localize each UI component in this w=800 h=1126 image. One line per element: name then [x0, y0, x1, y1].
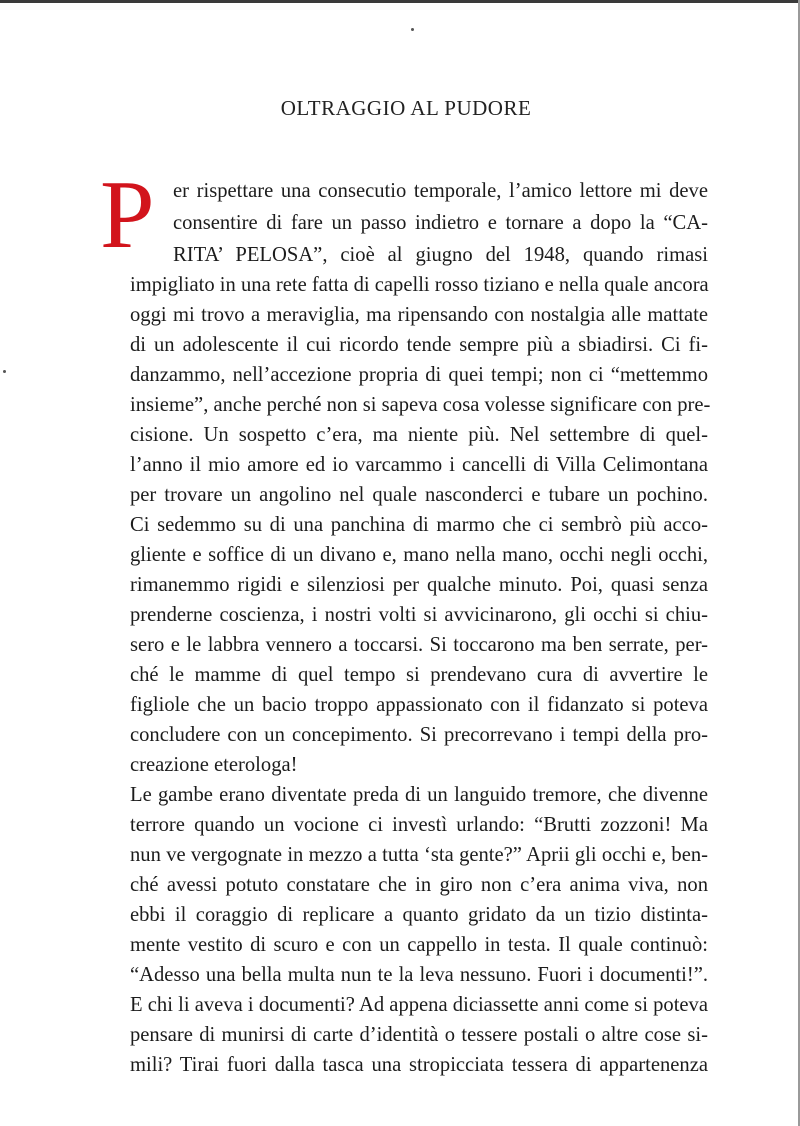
text-line: per trovare un angolino nel quale nasconderci e tubare un pochino. — [130, 484, 708, 506]
page-top-edge — [0, 0, 800, 3]
text-line: Le gambe erano diventate preda di un languido tremore, che divenne — [130, 784, 708, 806]
text-line: RITA’ PELOSA”, cioè al giugno del 1948, quando rimasi — [173, 244, 708, 266]
scan-speck — [411, 28, 414, 31]
text-line: ebbi il coraggio di replicare a quanto gridato da un tizio distinta- — [130, 904, 708, 926]
scan-speck — [3, 370, 6, 373]
text-line: sero e le labbra vennero a toccarsi. Si toccarono ma ben serrate, per- — [130, 634, 708, 656]
text-line: l’anno il mio amore ed io varcammo i cancelli di Villa Celimontana — [130, 454, 708, 476]
text-line: “Adesso una bella multa nun te la leva nessuno. Fuori i documenti!”. — [130, 964, 708, 986]
text-line: insieme”, anche perché non si sapeva cosa volesse significare con pre- — [130, 394, 711, 416]
text-line: danzammo, nell’accezione propria di quei tempi; non ci “mettemmo — [130, 364, 708, 386]
text-line: terrore quando un vocione ci investì urlando: “Brutti zozzoni! Ma — [130, 814, 708, 836]
text-line: E chi li aveva i documenti? Ad appena diciassette anni come si poteva — [130, 994, 708, 1016]
text-line: oggi mi trovo a meraviglia, ma ripensando con nostalgia alle mattate — [130, 304, 708, 326]
text-line: concludere con un concepimento. Si precorrevano i tempi della pro- — [130, 724, 708, 746]
text-line: consentire di fare un passo indietro e tornare a dopo la “CA- — [173, 212, 708, 234]
text-line: figliole che un bacio troppo appassionato con il fidanzato si poteva — [130, 694, 708, 716]
text-line: pensare di munirsi di carte d’identità o tessere postali o altre cose si- — [130, 1024, 708, 1046]
text-line: prenderne coscienza, i nostri volti si avvicinarono, gli occhi si chiu- — [130, 604, 708, 626]
text-line: mili? Tirai fuori dalla tasca una stropicciata tessera di appartenenza — [130, 1054, 708, 1076]
text-line: nun ve vergognate in mezzo a tutta ‘sta gente?” Aprii gli occhi e, ben- — [130, 844, 708, 866]
chapter-title: OLTRAGGIO AL PUDORE — [280, 96, 532, 120]
text-line: ché le mamme di quel tempo si prendevano cura di avvertire le — [130, 664, 708, 686]
text-line: di un adolescente il cui ricordo tende sempre più a sbiadirsi. Ci fi- — [130, 334, 708, 356]
text-line: impigliato in una rete fatta di capelli rosso tiziano e nella quale ancora — [130, 274, 709, 296]
text-line: cisione. Un sospetto c’era, ma niente più. Nel settembre di quel- — [130, 424, 708, 446]
drop-cap: P — [100, 161, 155, 269]
text-line: gliente e soffice di un divano e, mano nella mano, occhi negli occhi, — [130, 544, 708, 566]
text-line: creazione eterologa! — [130, 754, 298, 776]
text-line: mente vestito di scuro e con un cappello in testa. Il quale continuò: — [130, 934, 708, 956]
text-line: ché avessi potuto constatare che in giro non c’era anima viva, non — [130, 874, 708, 896]
text-line: er rispettare una consecutio temporale, l’amico lettore mi deve — [173, 180, 708, 202]
text-line: rimanemmo rigidi e silenziosi per qualche minuto. Poi, quasi senza — [130, 574, 708, 596]
text-line: Ci sedemmo su di una panchina di marmo che ci sembrò più acco- — [130, 514, 708, 536]
